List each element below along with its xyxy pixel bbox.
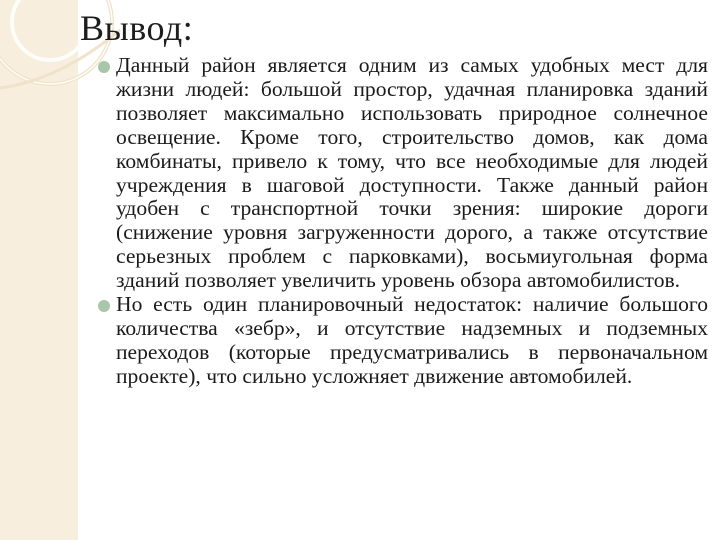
list-item [96, 293, 708, 389]
slide-title: Вывод: [80, 8, 194, 48]
bullet-text: Данный район является одним из самых удобных мест для жизни людей: большой простор, удачная планировка зданий позволяет максимально использовать природное солнечное освещение. Кроме того, строительство домов, как дома комбинаты, привело к тому, что все необходимые для людей учреждения в шаговой доступности. Также данный район удобен с транспортной точки зрения: широкие дороги (снижение уровня загруженности дорого, а также отсутствие серьезных проблем с парковками), восьмиугольная форма зданий позволяет увеличить уровень обзора автомобилистов. [116, 53, 708, 293]
bullet-icon [98, 61, 110, 73]
bullet-list [96, 54, 708, 389]
bullet-icon [98, 300, 110, 312]
list-item [96, 54, 708, 293]
bullet-text: Но есть один планировочный недостаток: наличие большого количества «зебр», и отсутствие надземных и подземных переходов (которые предусматривались в первоначальном проекте), что сильно усложняет движение автомобилей. [116, 292, 708, 388]
